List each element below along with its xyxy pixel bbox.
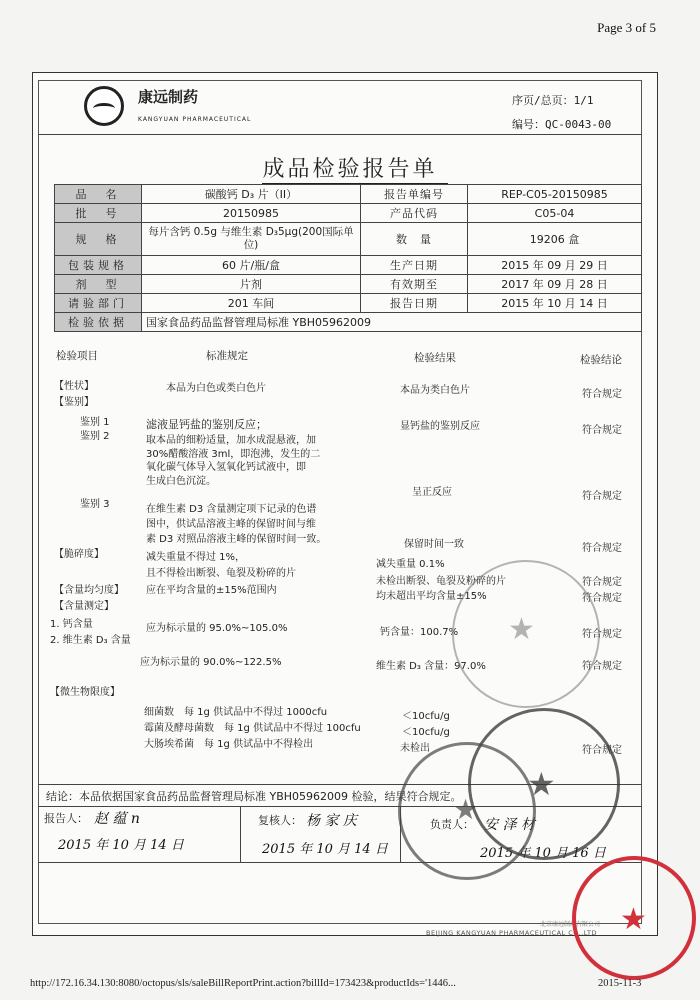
company-seal-stamp-icon: ★: [468, 708, 620, 860]
reporter-label: 报告人：: [44, 812, 88, 825]
footer-company-en: BEIJING KANGYUAN PHARMACEUTICAL CO.,LTD: [426, 929, 597, 937]
report-date: 2015 年 10 月 14 日: [468, 294, 642, 313]
id3-label: 鉴别 3: [80, 499, 110, 510]
uniformity-conclusion: 符合规定: [582, 593, 622, 604]
col-result: 检验结果: [414, 352, 456, 364]
header-table: [54, 184, 642, 332]
sig-col-divider-1: [240, 806, 241, 862]
traits-standard: 本品为白色或类白色片: [166, 383, 266, 394]
ecoli-result: 未检出: [400, 743, 430, 754]
report-date-label: 报告日期: [361, 294, 468, 313]
company-logo-icon: [84, 86, 124, 126]
dosage-label: 剂 型: [55, 275, 142, 294]
footer-date: 2015-11-3: [598, 978, 642, 989]
id1-conclusion: 符合规定: [582, 425, 622, 436]
report-no-label: 报告单编号: [361, 185, 468, 204]
quantity-label: 数 量: [361, 223, 468, 256]
doc-number: 编号：QC-0043-00: [512, 118, 612, 131]
id1-result: 显钙盐的鉴别反应: [400, 421, 480, 432]
dept-label: 请验部门: [55, 294, 142, 313]
ecoli-conclusion: 符合规定: [582, 745, 622, 756]
footer-company-cn: 北京康远制药有限公司: [540, 921, 601, 928]
friability-conclusion: 符合规定: [582, 577, 622, 588]
vitd3-conclusion: 符合规定: [582, 661, 622, 672]
reporter-signature-icon: 赵 蕴 n: [94, 811, 140, 827]
product-name: 碳酸钙 D₃ 片（II）: [142, 185, 361, 204]
report-title: 成品检验报告单: [262, 157, 438, 182]
mold-standard: 霉菌及酵母菌数 每 1g 供试品中不得过 100cfu: [144, 723, 361, 734]
micro-label: 【微生物限度】: [50, 687, 120, 698]
vitd3-standard: 应为标示量的 90.0%~122.5%: [140, 657, 282, 668]
friability-standard: 减失重量不得过 1%， 且不得检出断裂、龟裂及粉碎的片: [146, 552, 296, 579]
uniformity-label: 【含量均匀度】: [54, 585, 124, 596]
calcium-result: 钙含量：100.7%: [380, 627, 459, 638]
identification-label: 【鉴别】: [54, 397, 94, 408]
calcium-label: 1. 钙含量: [50, 619, 93, 630]
mold-result: ＜10cfu/g: [402, 727, 450, 738]
dept: 201 车间: [142, 294, 361, 313]
friability-label: 【脆碎度】: [54, 549, 104, 560]
col-item: 检验项目: [56, 350, 98, 362]
id3-result: 保留时间一致: [404, 539, 464, 550]
page-total: 序页/总页：1/1: [512, 94, 594, 107]
manager-label: 负责人：: [430, 818, 474, 831]
bacteria-result: ＜10cfu/g: [402, 711, 450, 722]
red-seal-stamp-icon: ★: [572, 856, 696, 980]
company-name: 康远制药: [138, 88, 199, 106]
traits-result: 本品为类白色片: [400, 385, 470, 396]
reviewer-date: 2015 年 10 月 14 日: [262, 842, 388, 857]
id2-result: 呈正反应: [412, 487, 452, 498]
manager-signature-icon: 安 泽 材: [484, 817, 535, 833]
id2-conclusion: 符合规定: [582, 491, 622, 502]
friability-result: 减失重量 0.1% 未检出断裂、龟裂及粉碎的片: [376, 559, 506, 587]
product-code: C05-04: [468, 204, 642, 223]
quantity: 19206 盒: [468, 223, 642, 256]
company-name-en: KANGYUAN PHARMACEUTICAL: [138, 116, 252, 123]
id3-conclusion: 符合规定: [582, 543, 622, 554]
product-code-label: 产品代码: [361, 204, 468, 223]
spec: 每片含钙 0.5g 与维生素 D₃5μg(200国际单位): [142, 223, 361, 256]
traits-label: 【性状】: [54, 381, 94, 392]
traits-conclusion: 符合规定: [582, 389, 622, 400]
product-name-label: 品 名: [55, 185, 142, 204]
id1-label: 鉴别 1: [80, 417, 110, 428]
manager-date: 2015 年 10 月 16 日: [480, 846, 606, 861]
assay-label: 【含量测定】: [54, 601, 114, 612]
dosage: 片剂: [142, 275, 361, 294]
reviewer-label: 复核人：: [258, 814, 302, 827]
id3-standard: 在维生素 D3 含量测定项下记录的色谱 图中，供试品溶液主峰的保留时间与维 素 D3 对照品溶液主峰的保留时间一致。: [146, 504, 327, 545]
header-divider: [38, 134, 642, 135]
quality-seal-stamp-icon: ★: [452, 560, 600, 708]
conclusion-text: 结论：本品依据国家食品药品监督管理局标准 YBH05962009 检验，结果符合规定。: [46, 790, 462, 803]
vitd3-result: 维生素 D₃ 含量：97.0%: [376, 661, 486, 672]
uniformity-result: 均未超出平均含量±15%: [376, 591, 487, 602]
calcium-standard: 应为标示量的 95.0%~105.0%: [146, 623, 288, 634]
signature-bottom-line: [38, 862, 642, 863]
mfg-date: 2015 年 09 月 29 日: [468, 256, 642, 275]
basis-label: 检验依据: [55, 313, 142, 332]
bacteria-standard: 细菌数 每 1g 供试品中不得过 1000cfu: [144, 707, 328, 718]
uniformity-standard: 应在平均含量的±15%范围内: [146, 585, 277, 596]
col-standard: 标准规定: [206, 350, 248, 362]
report-no: REP-C05-20150985: [468, 185, 642, 204]
ecoli-standard: 大肠埃希菌 每 1g 供试品中不得检出: [144, 739, 314, 750]
id2-standard: 取本品的细粉适量，加水成混悬液，加 30%醋酸溶液 3ml，即泡沸，发生的二 氧化碳气体导入氢氧化钙试液中，即 生成白色沉淀。: [146, 435, 321, 487]
vitd3-label: 2. 维生素 D₃ 含量: [50, 635, 131, 646]
col-conclusion: 检验结论: [580, 354, 622, 366]
packaging-label: 包装规格: [55, 256, 142, 275]
reviewer-signature-icon: 杨 家 庆: [306, 813, 357, 829]
inspection-seal-stamp-icon: ★: [398, 742, 536, 880]
packaging: 60 片/瓶/盒: [142, 256, 361, 275]
batch: 20150985: [142, 204, 361, 223]
calcium-conclusion: 符合规定: [582, 629, 622, 640]
spec-label: 规 格: [55, 223, 142, 256]
id1-standard: 滤液显钙盐的鉴别反应；: [146, 418, 267, 431]
basis: 国家食品药品监督管理局标准 YBH05962009: [142, 313, 642, 332]
page-number: Page 3 of 5: [597, 20, 656, 35]
mfg-date-label: 生产日期: [361, 256, 468, 275]
footer-url: http://172.16.34.130:8080/octopus/sls/saleBillReportPrint.action?billId=173423&productIds='1446...: [30, 978, 456, 989]
exp-date: 2017 年 09 月 28 日: [468, 275, 642, 294]
id2-label: 鉴别 2: [80, 431, 110, 442]
exp-date-label: 有效期至: [361, 275, 468, 294]
reporter-date: 2015 年 10 月 14 日: [58, 838, 184, 853]
batch-label: 批 号: [55, 204, 142, 223]
